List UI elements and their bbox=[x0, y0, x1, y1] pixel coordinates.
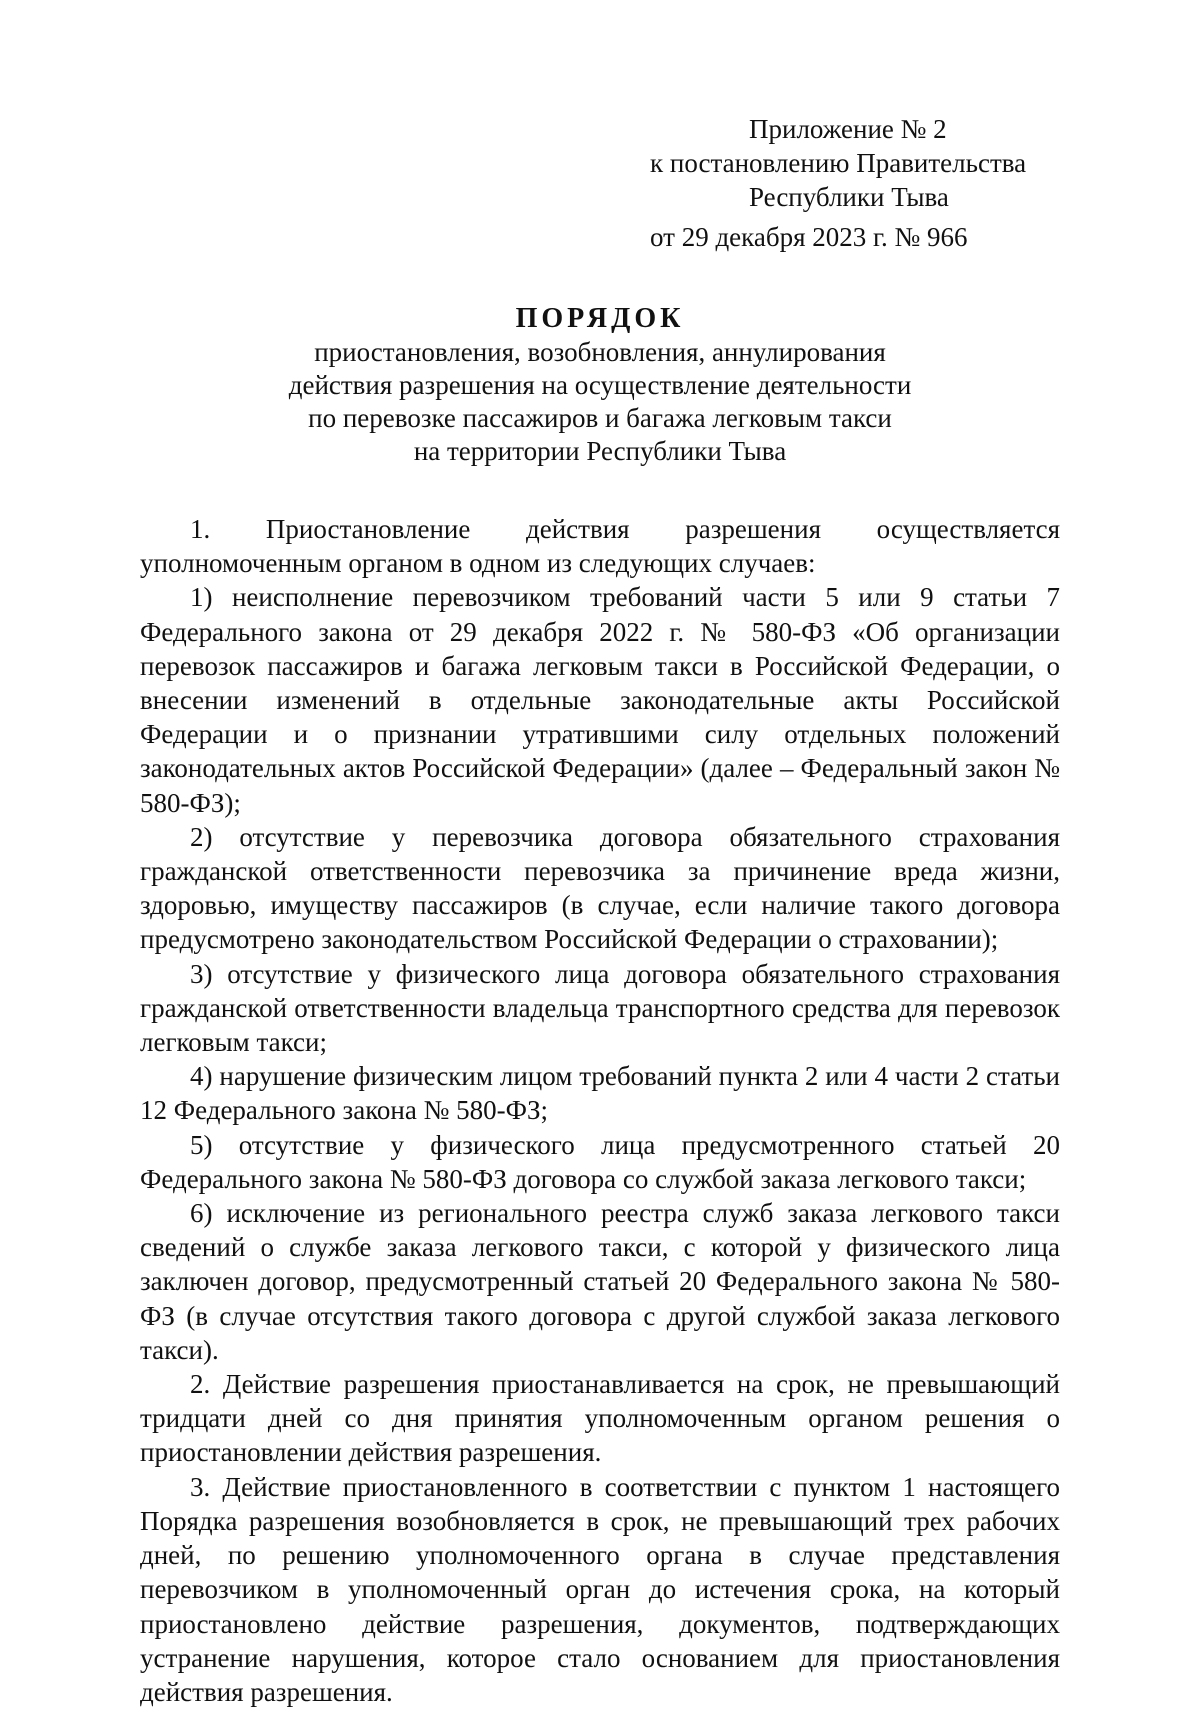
title-block bbox=[140, 302, 1060, 468]
paragraph-3: 3. Действие приостановленного в соответствии с пунктом 1 настоящего Порядка разрешения возобновляется в срок, не превышающий трех рабочих дней, по решению уполномоченного органа в случае представления перевозчиком в уполномоченный орган до истечения срока, на который приостановлено действие разрешения, документов, подтверждающих устранение нарушения, которое стало основанием для приостановления действия разрешения. bbox=[140, 1471, 1060, 1707]
subtitle-line: на территории Республики Тыва bbox=[413, 436, 787, 466]
paragraph-1: 1. Приостановление действия разрешения осуществляется уполномоченным органом в одном из следующих случаев: bbox=[140, 514, 1060, 579]
document-title: ПОРЯДОК bbox=[515, 303, 685, 334]
appendix-block bbox=[650, 112, 1120, 254]
appendix-date-number: от 29 декабря 2023 г. № 966 bbox=[650, 222, 968, 252]
paragraph-2: 2. Действие разрешения приостанавливается на срок, не превышающий тридцати дней со дня принятия уполномоченным органом решения о приостановлении действия разрешения. bbox=[140, 1369, 1060, 1468]
subtitle-line: действия разрешения на осуществление деятельности bbox=[288, 370, 912, 400]
list-item-2: 2) отсутствие у перевозчика договора обязательного страхования гражданской ответственности перевозчика за причинение вреда жизни, здоровью, имуществу пассажиров (в случае, если наличие такого договора предусмотрено законодательством Российской Федерации о страховании); bbox=[140, 821, 1060, 955]
document-body bbox=[140, 512, 1060, 1709]
list-item-4: 4) нарушение физическим лицом требований пункта 2 или 4 части 2 статьи 12 Федерального закона № 580-ФЗ; bbox=[140, 1061, 1060, 1126]
list-item-5: 5) отсутствие у физического лица предусмотренного статьей 20 Федерального закона № 580-ФЗ договора со службой заказа легкового такси; bbox=[140, 1129, 1060, 1194]
subtitle-line: по перевозке пассажиров и багажа легковым такси bbox=[308, 403, 892, 433]
list-item-3: 3) отсутствие у физического лица договора обязательного страхования гражданской ответственности владельца транспортного средства для перевозок легковым такси; bbox=[140, 958, 1060, 1058]
appendix-resolution-ref: к постановлению Правительства bbox=[650, 148, 1027, 178]
appendix-republic: Республики Тыва bbox=[749, 182, 949, 212]
appendix-number: Приложение № 2 bbox=[749, 114, 947, 144]
list-item-6: 6) исключение из регионального реестра служб заказа легкового такси сведений о службе заказа легкового такси, с которой у физического лица заключен договор, предусмотренный статьей 20 Федерального закона № 580-ФЗ (в случае отсутствия такого договора с другой службой заказа легкового такси). bbox=[140, 1198, 1060, 1365]
subtitle-line: приостановления, возобновления, аннулирования bbox=[314, 337, 886, 367]
list-item-1: 1) неисполнение перевозчиком требований части 5 или 9 статьи 7 Федерального закона от 29 декабря 2022 г. № 580-ФЗ «Об организации перевозок пассажиров и багажа легковым такси в Российской Федерации, о внесении изменений в отдельные законодательные акты Российской Федерации и о признании утратившими силу отдельных положений законодательных актов Российской Федерации» (далее – Федеральный закон № 580-ФЗ); bbox=[140, 582, 1060, 818]
